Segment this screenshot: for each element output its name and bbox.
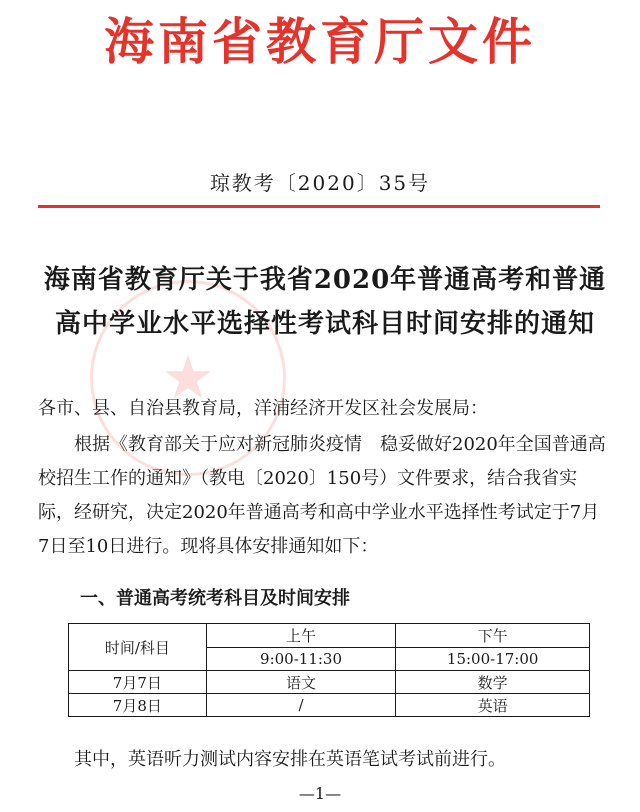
table-cell-morning: / <box>206 694 396 717</box>
table-cell-afternoon: 数学 <box>396 671 590 694</box>
document-number: 琼教考〔2020〕35号 <box>209 171 431 195</box>
red-divider-line <box>38 205 600 208</box>
document-header-title: 海南省教育厅文件 <box>104 13 536 71</box>
seal-star-icon: ★ <box>161 343 215 413</box>
body-paragraph: 根据《教育部关于应对新冠肺炎疫情 稳妥做好2020年全国普通高校招生工作的通知》（教电〔2020〕150号）文件要求，结合我省实际，经研究，决定2020年普通高考和高中学业水平选择性考试定于7月7日至10日进行。现将具体安排通知如下： <box>38 434 606 557</box>
section-heading: 一、普通高考统考科目及时间安排 <box>80 588 350 609</box>
table-time-morning: 9:00-11:30 <box>206 647 396 671</box>
page-number: —1— <box>298 784 342 803</box>
table-row <box>69 671 590 694</box>
table-cell-date: 7月7日 <box>69 671 207 694</box>
addressee: 各市、县、自治县教育局，洋浦经济开发区社会发展局： <box>38 398 488 419</box>
table-header-morning: 上午 <box>206 624 396 648</box>
table-header-row <box>69 624 590 648</box>
notice-title <box>30 258 620 346</box>
footer-note: 其中，英语听力测试内容安排在英语笔试考试前进行。 <box>74 749 506 770</box>
table-header-afternoon: 下午 <box>396 624 590 648</box>
table-time-afternoon: 15:00-17:00 <box>396 647 590 671</box>
notice-title-line-1: 海南省教育厅关于我省2020年普通高考和普通 <box>43 265 607 295</box>
exam-schedule-table <box>68 623 590 717</box>
table-corner-header: 时间/科目 <box>69 624 207 671</box>
table-cell-afternoon: 英语 <box>396 694 590 717</box>
table-cell-morning: 语文 <box>206 671 396 694</box>
table-cell-date: 7月8日 <box>69 694 207 717</box>
table-row <box>69 694 590 717</box>
notice-title-line-2: 高中学业水平选择性考试科目时间安排的通知 <box>54 309 595 339</box>
